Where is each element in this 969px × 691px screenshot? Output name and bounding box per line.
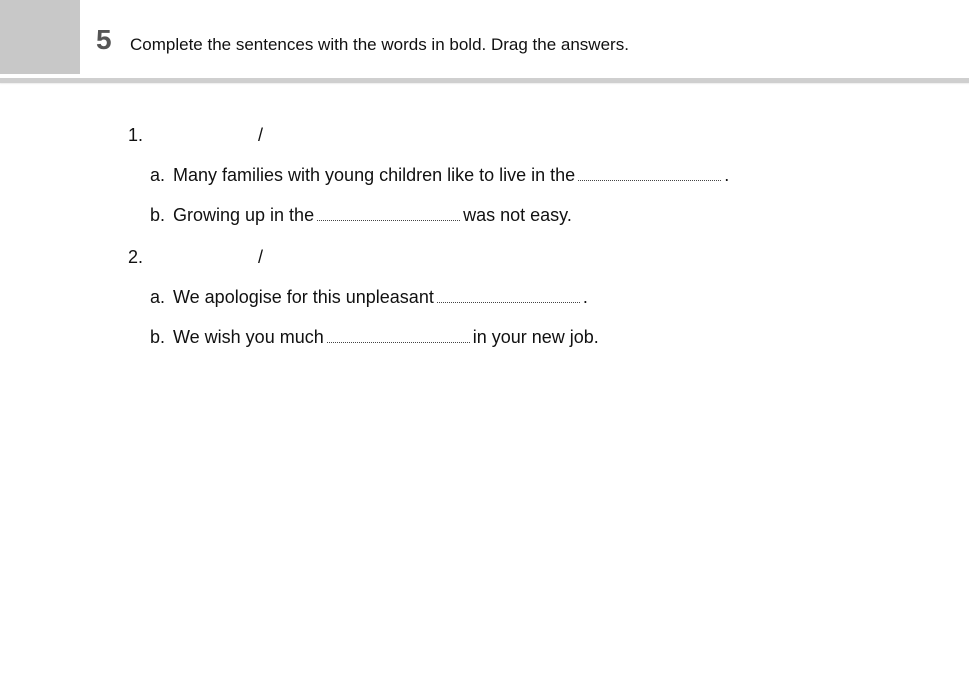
exercise-instruction: Complete the sentences with the words in bold. Drag the answers. xyxy=(130,35,629,54)
answer-drop-zone[interactable] xyxy=(437,288,580,303)
answer-drop-zone[interactable] xyxy=(578,166,721,181)
sentence-letter: b. xyxy=(150,327,166,347)
question-header xyxy=(128,122,928,148)
question-2 xyxy=(128,244,928,364)
question-header xyxy=(128,244,928,270)
answer-drop-zone[interactable] xyxy=(317,206,460,221)
sentence-text-before: Many families with young children like to live in the xyxy=(173,165,576,185)
sentence-text-before: We wish you much xyxy=(173,327,324,347)
sentence-text-after: . xyxy=(724,165,730,185)
sentence-text-after: . xyxy=(582,287,588,307)
header-divider xyxy=(0,78,969,83)
sentence-2a xyxy=(128,284,928,324)
sentence-1b xyxy=(128,202,928,242)
sentence-1a xyxy=(128,162,928,202)
question-number: 1. xyxy=(128,125,144,145)
exercise-body xyxy=(128,122,928,364)
exercise-header xyxy=(0,0,969,78)
sentence-text-before: We apologise for this unpleasant xyxy=(173,287,434,307)
sentence-letter: a. xyxy=(150,287,166,307)
sentence-text-before: Growing up in the xyxy=(173,205,315,225)
sentence-letter: a. xyxy=(150,165,166,185)
sentence-text-after: in your new job. xyxy=(472,327,599,347)
word-pair-slash: / xyxy=(258,125,264,145)
question-1 xyxy=(128,122,928,242)
word-pair-slash: / xyxy=(258,247,264,267)
header-tab-decoration xyxy=(0,0,80,74)
sentence-2b xyxy=(128,324,928,364)
question-number: 2. xyxy=(128,247,144,267)
exercise-number: 5 xyxy=(96,24,112,55)
sentence-text-after: was not easy. xyxy=(463,205,572,225)
sentence-letter: b. xyxy=(150,205,166,225)
answer-drop-zone[interactable] xyxy=(327,328,470,343)
